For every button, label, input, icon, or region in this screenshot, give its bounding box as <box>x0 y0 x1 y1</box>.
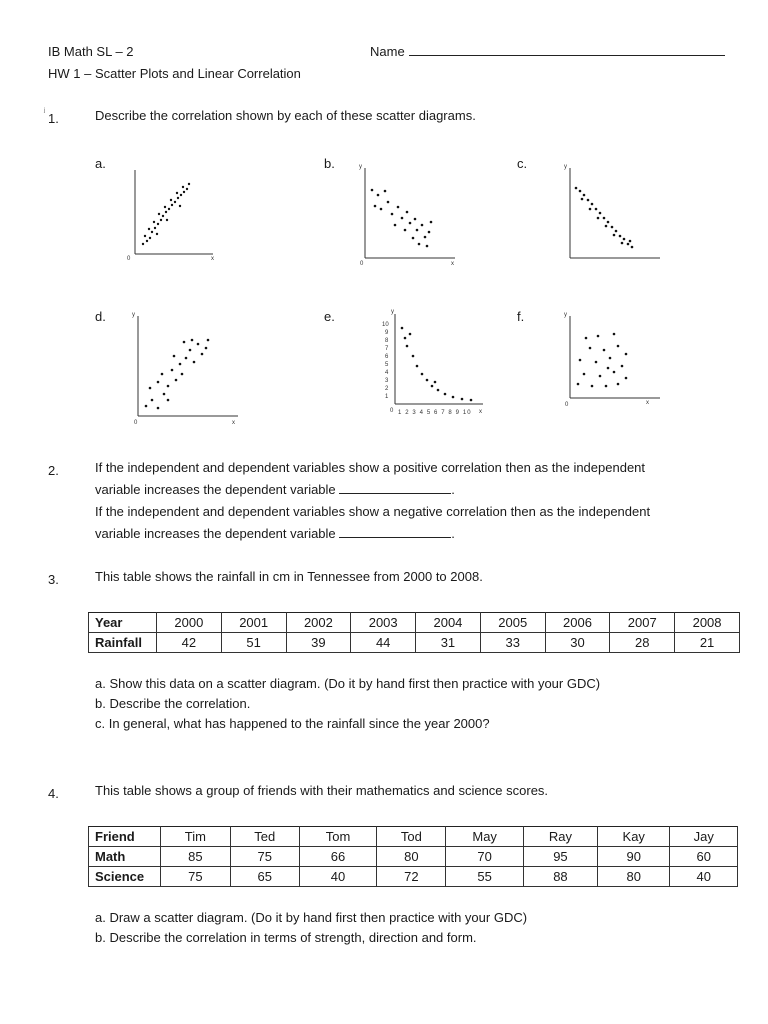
q2-line-3: If the independent and dependent variables show a negative correlation then as the independent <box>95 504 651 519</box>
q2-line-1: If the independent and dependent variables show a positive correlation then as the independent <box>95 460 646 475</box>
table-cell: May <box>446 827 523 847</box>
table-cell: Tom <box>299 827 376 847</box>
table-cell: 42 <box>157 633 222 653</box>
table-cell: 2004 <box>416 613 481 633</box>
course-title: IB Math SL – 2 <box>48 44 134 59</box>
table-cell: 31 <box>416 633 481 653</box>
row-header-year: Year <box>89 613 157 633</box>
table-cell: 51 <box>221 633 286 653</box>
y-tick-7: 7 <box>385 346 389 352</box>
y-tick-labels <box>382 322 389 400</box>
q2-line-2-row <box>95 479 650 501</box>
table-row <box>89 827 738 847</box>
table-cell: 40 <box>299 867 376 887</box>
q2-line-2: variable increases the dependent variable <box>95 482 336 497</box>
y-tick-4: 4 <box>385 370 389 376</box>
y-axis-label: y <box>359 164 362 170</box>
table-row <box>89 613 740 633</box>
table-cell: 75 <box>161 867 231 887</box>
q1-label-f: f. <box>517 309 525 324</box>
name-blank-line <box>409 44 725 56</box>
y-axis-label: y <box>564 312 567 318</box>
y-tick-3: 3 <box>385 378 389 384</box>
table-cell: 90 <box>598 847 670 867</box>
table-cell: 2006 <box>545 613 610 633</box>
table-row <box>89 847 738 867</box>
table-cell: 60 <box>670 847 738 867</box>
table-cell: 66 <box>299 847 376 867</box>
rainfall-table <box>88 612 740 653</box>
scatter-plot-b <box>355 162 460 267</box>
name-label: Name <box>370 44 405 59</box>
table-cell: 88 <box>523 867 597 887</box>
stray-mark: ʲ <box>44 106 46 116</box>
origin-label: 0 <box>565 402 569 408</box>
table-row <box>89 867 738 887</box>
table-cell: Kay <box>598 827 670 847</box>
table-cell: Ray <box>523 827 597 847</box>
table-cell: 72 <box>377 867 446 887</box>
table-cell: Jay <box>670 827 738 847</box>
q4-parts <box>95 908 527 948</box>
table-cell: Ted <box>230 827 299 847</box>
row-header-rainfall: Rainfall <box>89 633 157 653</box>
points-f <box>577 333 628 388</box>
table-cell: 2008 <box>675 613 740 633</box>
y-tick-8: 8 <box>385 338 389 344</box>
row-header-science: Science <box>89 867 161 887</box>
row-header-friend: Friend <box>89 827 161 847</box>
q1-label-a: a. <box>95 156 106 171</box>
q2-period-1: . <box>451 482 455 497</box>
origin-label: 0 <box>390 408 394 414</box>
table-cell: 30 <box>545 633 610 653</box>
x-axis-label: x <box>479 409 482 415</box>
table-cell: 21 <box>675 633 740 653</box>
table-cell: 33 <box>480 633 545 653</box>
q4-part-a: a. Draw a scatter diagram. (Do it by hand first then practice with your GDC) <box>95 910 528 925</box>
q1-label-e: e. <box>324 309 335 324</box>
points-c <box>575 187 634 249</box>
q3-part-a: a. Show this data on a scatter diagram. (Do it by hand first then practice with your GDC) <box>95 676 601 691</box>
q2-blank-2[interactable] <box>339 527 451 538</box>
points-e <box>401 327 473 402</box>
scatter-plot-d <box>128 312 243 427</box>
q3-number: 3. <box>48 572 59 587</box>
y-axis-label: y <box>132 312 135 318</box>
y-tick-5: 5 <box>385 362 389 368</box>
q2-text <box>95 457 650 545</box>
x-axis-label: x <box>211 256 214 262</box>
q4-part-b: b. Describe the correlation in terms of strength, direction and form. <box>95 930 477 945</box>
q1-text: Describe the correlation shown by each of these scatter diagrams. <box>95 108 476 123</box>
table-cell: 2001 <box>221 613 286 633</box>
name-field <box>370 44 725 59</box>
y-tick-1: 1 <box>385 394 389 400</box>
scatter-plot-c <box>560 162 665 267</box>
table-cell: Tim <box>161 827 231 847</box>
table-cell: 2003 <box>351 613 416 633</box>
table-cell: 80 <box>377 847 446 867</box>
table-cell: Tod <box>377 827 446 847</box>
table-cell: 2005 <box>480 613 545 633</box>
origin-label: 0 <box>360 261 364 267</box>
origin-label: 0 <box>127 256 131 262</box>
q2-number: 2. <box>48 463 59 478</box>
points-b <box>371 189 433 248</box>
y-tick-9: 9 <box>385 330 389 336</box>
x-axis-label: x <box>646 400 649 406</box>
table-row <box>89 633 740 653</box>
points-d <box>145 339 210 410</box>
scores-table <box>88 826 738 887</box>
q2-blank-1[interactable] <box>339 483 451 494</box>
table-cell: 65 <box>230 867 299 887</box>
table-cell: 85 <box>161 847 231 867</box>
q2-period-2: . <box>451 526 455 541</box>
y-tick-2: 2 <box>385 386 389 392</box>
x-tick-labels: 1 2 3 4 5 6 7 8 9 10 <box>398 410 472 416</box>
y-tick-6: 6 <box>385 354 389 360</box>
q3-text: This table shows the rainfall in cm in Tennessee from 2000 to 2008. <box>95 569 483 584</box>
q3-parts <box>95 674 600 734</box>
origin-label: 0 <box>134 420 138 426</box>
q4-number: 4. <box>48 786 59 801</box>
scatter-plot-f <box>560 312 665 412</box>
table-cell: 2007 <box>610 613 675 633</box>
q2-line-4: variable increases the dependent variable <box>95 526 336 541</box>
homework-title: HW 1 – Scatter Plots and Linear Correlation <box>48 66 301 81</box>
table-cell: 55 <box>446 867 523 887</box>
table-cell: 40 <box>670 867 738 887</box>
q3-part-b: b. Describe the correlation. <box>95 696 251 711</box>
scatter-plot-e <box>375 306 490 424</box>
table-cell: 75 <box>230 847 299 867</box>
table-cell: 95 <box>523 847 597 867</box>
q3-part-c: c. In general, what has happened to the rainfall since the year 2000? <box>95 716 490 731</box>
table-cell: 2002 <box>286 613 351 633</box>
y-axis-label: y <box>391 309 394 315</box>
table-cell: 28 <box>610 633 675 653</box>
row-header-math: Math <box>89 847 161 867</box>
table-cell: 39 <box>286 633 351 653</box>
q1-label-c: c. <box>517 156 528 171</box>
q2-line-4-row <box>95 523 650 545</box>
x-axis-label: x <box>451 261 454 267</box>
q1-label-d: d. <box>95 309 106 324</box>
x-axis-label: x <box>232 420 235 426</box>
points-a <box>142 183 190 245</box>
table-cell: 70 <box>446 847 523 867</box>
q4-text: This table shows a group of friends with their mathematics and science scores. <box>95 783 549 798</box>
table-cell: 2000 <box>157 613 222 633</box>
table-cell: 44 <box>351 633 416 653</box>
q1-number: 1. <box>48 111 59 126</box>
y-tick-10: 10 <box>382 322 389 328</box>
table-cell: 80 <box>598 867 670 887</box>
scatter-plot-a <box>125 162 220 262</box>
q1-label-b: b. <box>324 156 335 171</box>
y-axis-label: y <box>564 164 567 170</box>
